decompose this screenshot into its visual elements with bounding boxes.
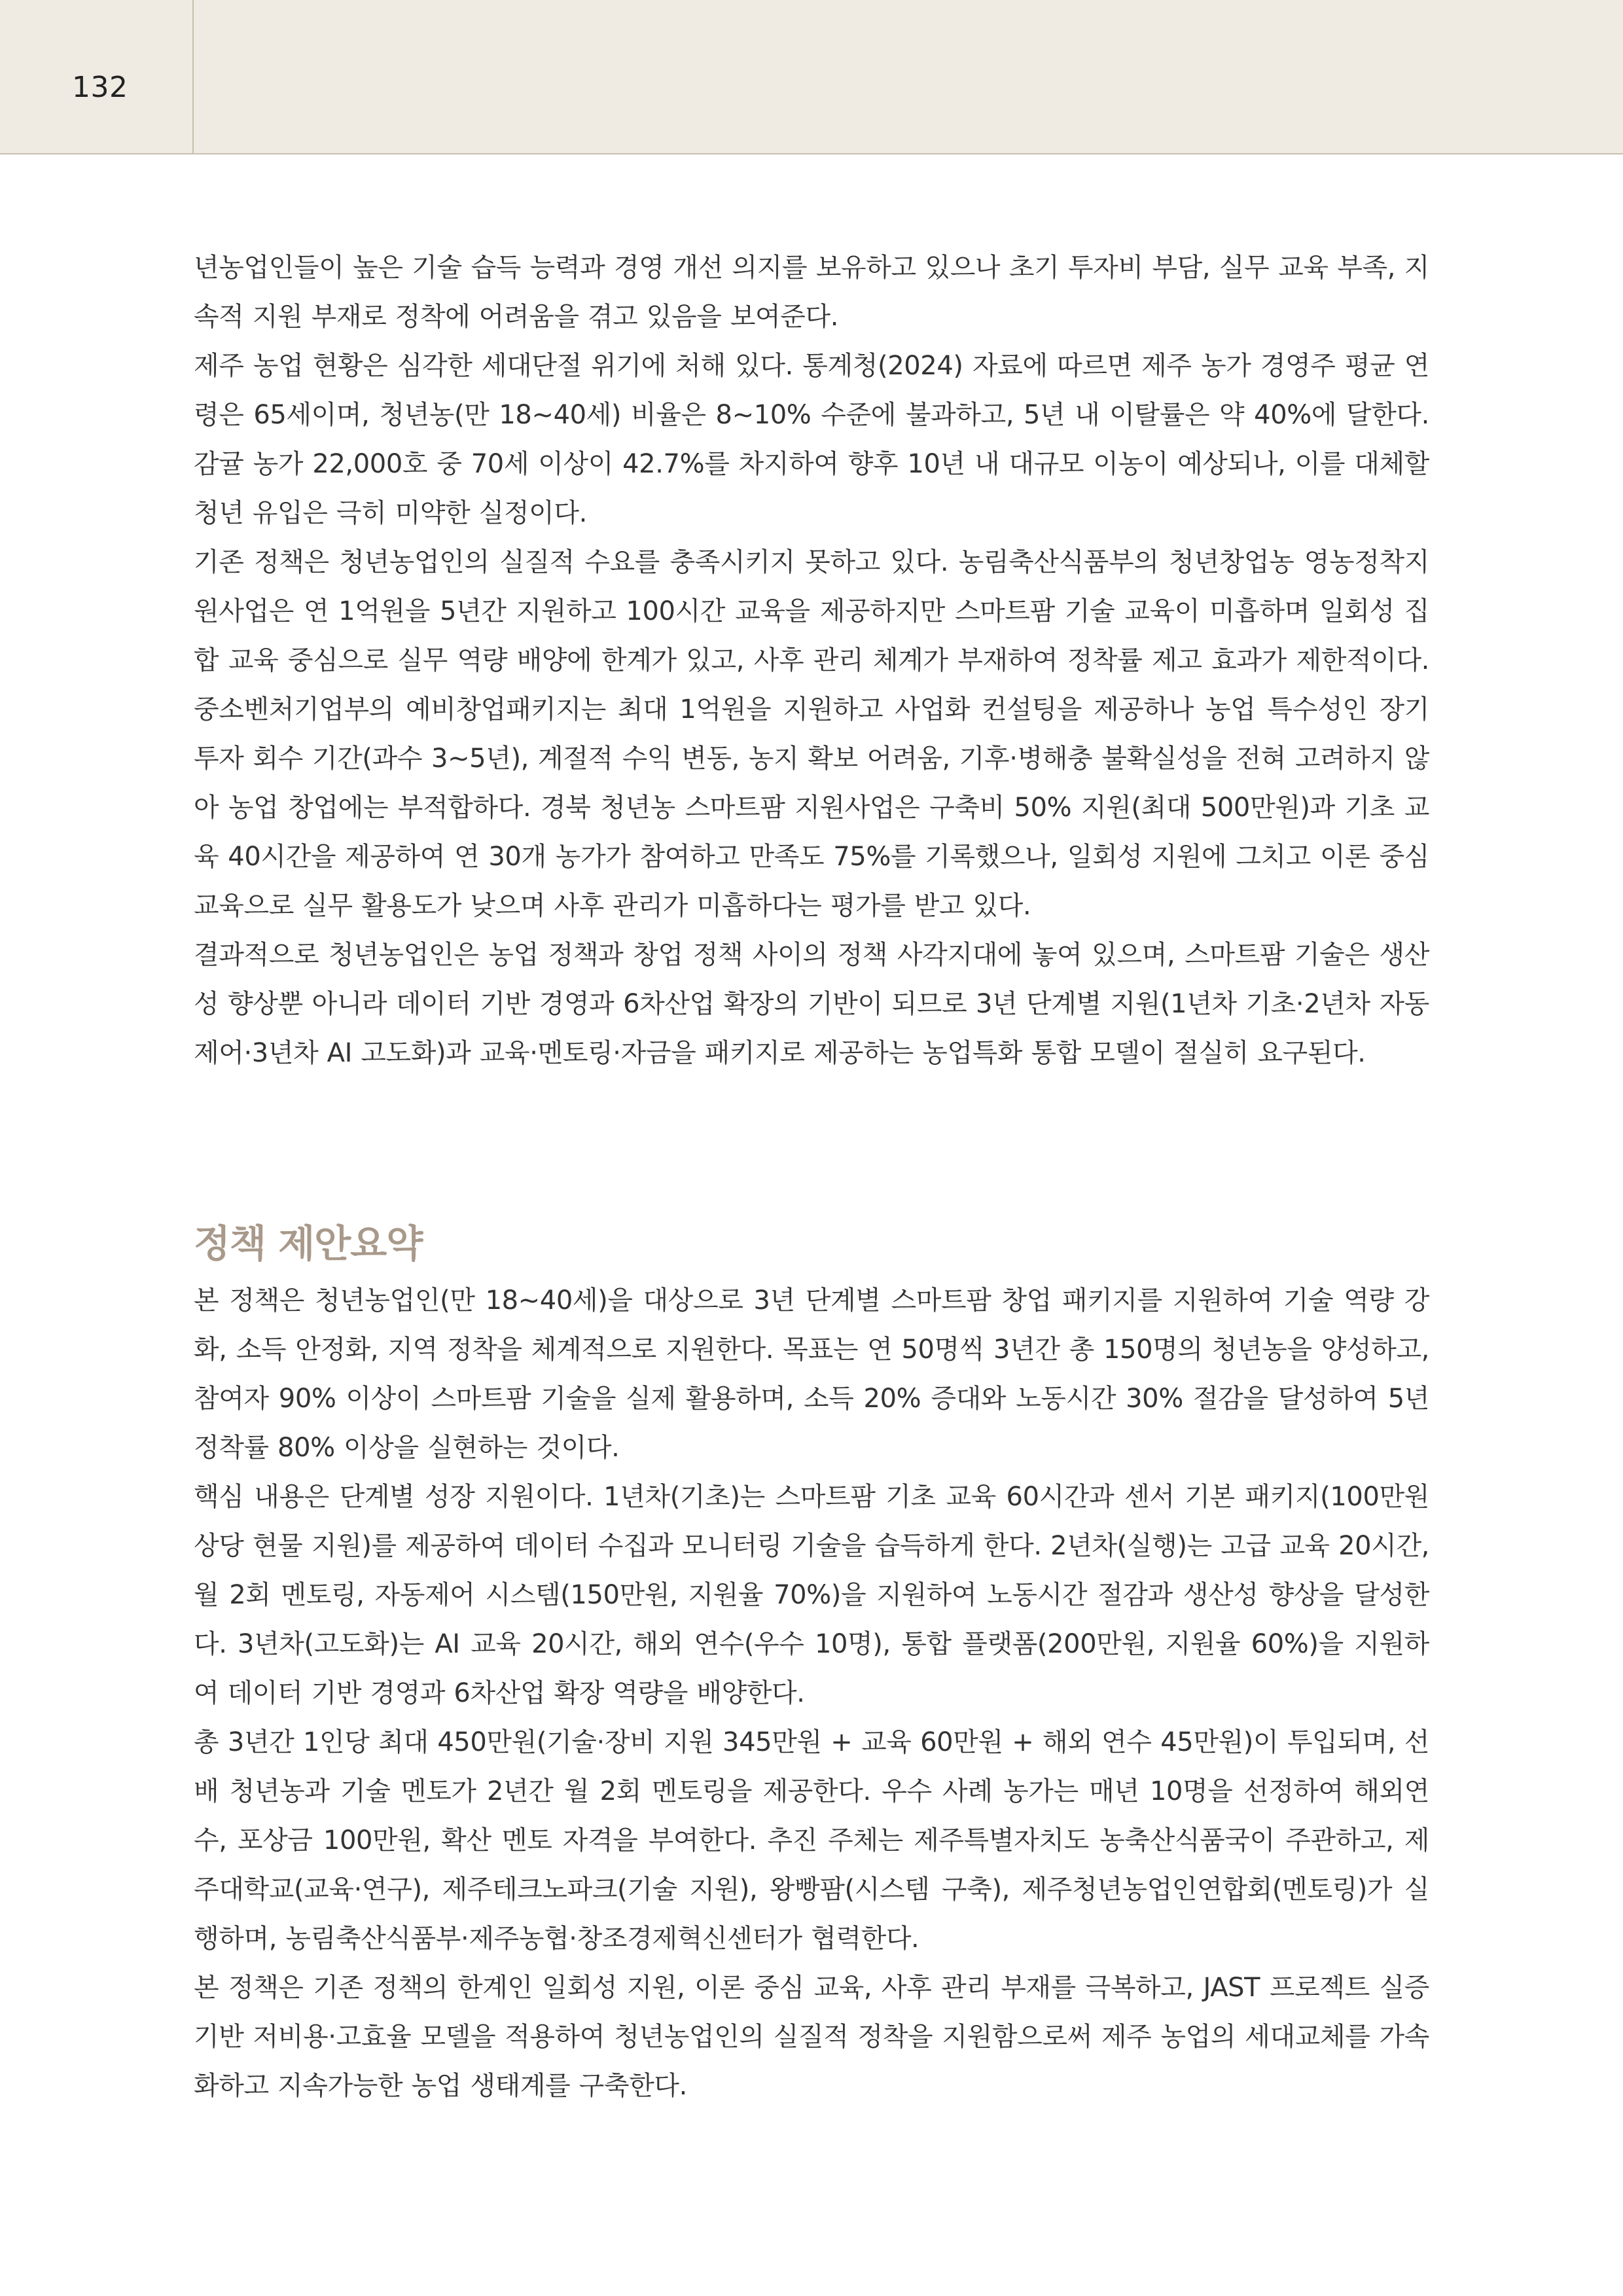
body-paragraph: 본 정책은 청년농업인(만 18~40세)을 대상으로 3년 단계별 스마트팜 창업 패키지를 지원하여 기술 역량 강화, 소득 안정화, 지역 정착을 체계적으로 지원한다. 목표는 연 50명씩 3년간 총 150명의 청년농을 양성하고, 참여자 90% 이상이 스마트팜 기술을 실제 활용하며, 소득 20% 증대와 노동시간 30% 절감을 달성하여 5년 정착률 80% 이상을 실현하는 것이다. — [194, 1285, 1429, 1463]
body-paragraph: 본 정책은 기존 정책의 한계인 일회성 지원, 이론 중심 교육, 사후 관리 부재를 극복하고, JAST 프로젝트 실증 기반 저비용·고효율 모델을 적용하여 청년농업인의 실질적 정착을 지원함으로써 제주 농업의 세대교체를 가속화하고 지속가능한 농업 생태계를 구축한다. — [194, 1973, 1429, 2101]
body-paragraph: 총 3년간 1인당 최대 450만원(기술·장비 지원 345만원 + 교육 60만원 + 해외 연수 45만원)이 투입되며, 선배 청년농과 기술 멘토가 2년간 월 2회 멘토링을 제공한다. 우수 사례 농가는 매년 10명을 선정하여 해외연수, 포상금 100만원, 확산 멘토 자격을 부여한다. 추진 주체는 제주특별자치도 농축산식품국이 주관하고, 제주대학교(교육·연구), 제주테크노파크(기술 지원), 왕빵팜(시스템 구축), 제주청년농업인연합회(멘토링)가 실행하며, 농림축산식품부·제주농협·창조경제혁신센터가 협력한다. — [194, 1727, 1429, 1954]
header-divider — [192, 0, 194, 154]
body-paragraph: 결과적으로 청년농업인은 농업 정책과 창업 정책 사이의 정책 사각지대에 놓여 있으며, 스마트팜 기술은 생산성 향상뿐 아니라 데이터 기반 경영과 6차산업 확장의 기반이 되므로 3년 단계별 지원(1년차 기초·2년차 자동제어·3년차 AI 고도화)과 교육·멘토링·자금을 패키지로 제공하는 농업특화 통합 모델이 절실히 요구된다. — [194, 940, 1429, 1068]
intro-body — [194, 243, 1429, 1078]
body-paragraph: 기존 정책은 청년농업인의 실질적 수요를 충족시키지 못하고 있다. 농림축산식품부의 청년창업농 영농정착지원사업은 연 1억원을 5년간 지원하고 100시간 교육을 제공하지만 스마트팜 기술 교육이 미흡하며 일회성 집합 교육 중심으로 실무 역량 배양에 한계가 있고, 사후 관리 체계가 부재하여 정착률 제고 효과가 제한적이다. 중소벤처기업부의 예비창업패키지는 최대 1억원을 지원하고 사업화 컨설팅을 제공하나 농업 특수성인 장기 투자 회수 기간(과수 3~5년), 계절적 수익 변동, 농지 확보 어려움, 기후·병해충 불확실성을 전혀 고려하지 않아 농업 창업에는 부적합하다. 경북 청년농 스마트팜 지원사업은 구축비 50% 지원(최대 500만원)과 기초 교육 40시간을 제공하여 연 30개 농가가 참여하고 만족도 75%를 기록했으나, 일회성 지원에 그치고 이론 중심 교육으로 실무 활용도가 낮으며 사후 관리가 미흡하다는 평가를 받고 있다. — [194, 547, 1429, 921]
summary-body — [194, 1276, 1429, 2111]
body-paragraph: 제주 농업 현황은 심각한 세대단절 위기에 처해 있다. 통계청(2024) 자료에 따르면 제주 농가 경영주 평균 연령은 65세이며, 청년농(만 18~40세) 비율은 8~10% 수준에 불과하고, 5년 내 이탈률은 약 40%에 달한다. 감귤 농가 22,000호 중 70세 이상이 42.7%를 차지하여 향후 10년 내 대규모 이농이 예상되나, 이를 대체할 청년 유입은 극히 미약한 실정이다. — [194, 351, 1429, 528]
page-header — [0, 0, 1623, 154]
body-paragraph: 핵심 내용은 단계별 성장 지원이다. 1년차(기초)는 스마트팜 기초 교육 60시간과 센서 기본 패키지(100만원 상당 현물 지원)를 제공하여 데이터 수집과 모니터링 기술을 습득하게 한다. 2년차(실행)는 고급 교육 20시간, 월 2회 멘토링, 자동제어 시스템(150만원, 지원율 70%)을 지원하여 노동시간 절감과 생산성 향상을 달성한다. 3년차(고도화)는 AI 교육 20시간, 해외 연수(우수 10명), 통합 플랫폼(200만원, 지원율 60%)을 지원하여 데이터 기반 경영과 6차산업 확장 역량을 배양한다. — [194, 1482, 1429, 1708]
page-number: 132 — [72, 71, 128, 104]
body-paragraph: 년농업인들이 높은 기술 습득 능력과 경영 개선 의지를 보유하고 있으나 초기 투자비 부담, 실무 교육 부족, 지속적 지원 부재로 정착에 어려움을 겪고 있음을 보여준다. — [194, 253, 1429, 332]
section-title: 정책 제안요약 — [194, 1221, 423, 1266]
